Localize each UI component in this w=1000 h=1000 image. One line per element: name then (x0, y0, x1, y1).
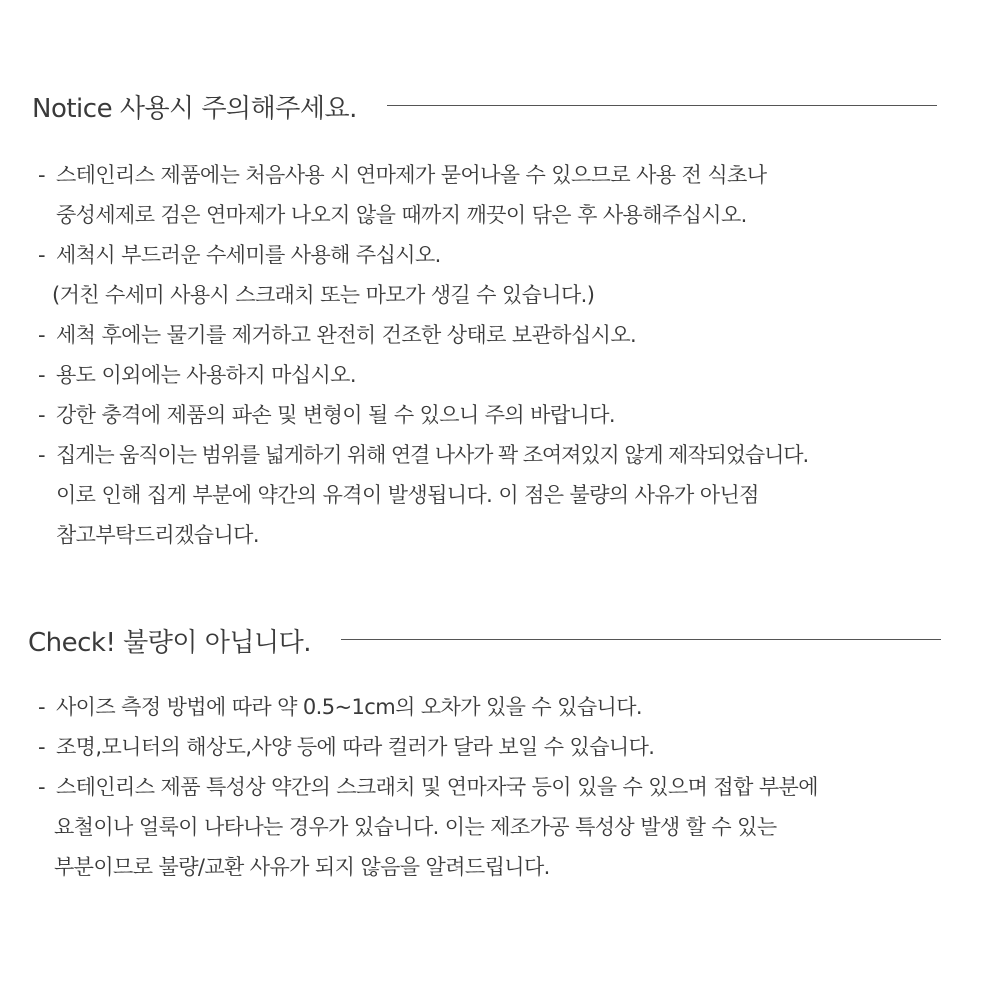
notice-text-5: 세척 후에는 물기를 제거하고 완전히 건조한 상태로 보관하십시오. (56, 323, 637, 347)
notice-text-4: (거친 수세미 사용시 스크래치 또는 마모가 생길 수 있습니다.) (52, 283, 595, 307)
bullet-dash: - (38, 695, 45, 719)
notice-text-9: 이로 인해 집게 부분에 약간의 유격이 발생됩니다. 이 점은 불량의 사유가 아닌점 (56, 483, 759, 507)
notice-text-7: 강한 충격에 제품의 파손 및 변형이 될 수 있으니 주의 바랍니다. (56, 403, 615, 427)
check-text-1: 사이즈 측정 방법에 따라 약 0.5~1cm의 오차가 있을 수 있습니다. (56, 695, 642, 719)
bullet-dash: - (38, 243, 45, 267)
notice-line-7 (38, 402, 615, 428)
notice-line-1 (38, 162, 766, 188)
notice-title: Notice 사용시 주의해주세요. (32, 93, 357, 124)
check-line-4 (54, 814, 777, 840)
notice-text-6: 용도 이외에는 사용하지 마십시오. (56, 363, 356, 387)
bullet-dash: - (38, 363, 45, 387)
notice-text-1: 스테인리스 제품에는 처음사용 시 연마제가 묻어나올 수 있으므로 사용 전 식초나 (56, 163, 767, 187)
notice-text-2: 중성세제로 검은 연마제가 나오지 않을 때까지 깨끗이 닦은 후 사용해주십시오. (56, 203, 747, 227)
check-divider (341, 639, 941, 640)
check-line-3 (38, 774, 818, 800)
notice-line-8 (38, 442, 808, 468)
bullet-dash: - (38, 735, 45, 759)
notice-line-10 (56, 522, 259, 548)
notice-line-4 (52, 282, 594, 308)
notice-line-6 (38, 362, 356, 388)
check-header (28, 620, 311, 660)
check-line-5 (54, 854, 550, 880)
check-line-2 (38, 734, 654, 760)
bullet-dash: - (38, 163, 45, 187)
notice-line-3 (38, 242, 441, 268)
bullet-dash: - (38, 775, 45, 799)
notice-text-10: 참고부탁드리겠습니다. (56, 523, 259, 547)
notice-line-9 (56, 482, 759, 508)
notice-line-2 (56, 202, 747, 228)
notice-divider (387, 105, 937, 106)
check-title: Check! 불량이 아닙니다. (28, 627, 312, 658)
bullet-dash: - (38, 323, 45, 347)
bullet-dash: - (38, 443, 45, 467)
bullet-dash: - (38, 403, 45, 427)
notice-text-8: 집게는 움직이는 범위를 넓게하기 위해 연결 나사가 꽉 조여져있지 않게 제작되었습니다. (56, 443, 809, 467)
notice-line-5 (38, 322, 636, 348)
check-text-2: 조명,모니터의 해상도,사양 등에 따라 컬러가 달라 보일 수 있습니다. (56, 735, 655, 759)
notice-text-3: 세척시 부드러운 수세미를 사용해 주십시오. (56, 243, 441, 267)
check-text-3: 스테인리스 제품 특성상 약간의 스크래치 및 연마자국 등이 있을 수 있으며 접합 부분에 (56, 775, 818, 799)
check-line-1 (38, 694, 642, 720)
check-text-4: 요철이나 얼룩이 나타나는 경우가 있습니다. 이는 제조가공 특성상 발생 할 수 있는 (54, 815, 777, 839)
notice-header (32, 86, 357, 126)
check-text-5: 부분이므로 불량/교환 사유가 되지 않음을 알려드립니다. (54, 855, 550, 879)
